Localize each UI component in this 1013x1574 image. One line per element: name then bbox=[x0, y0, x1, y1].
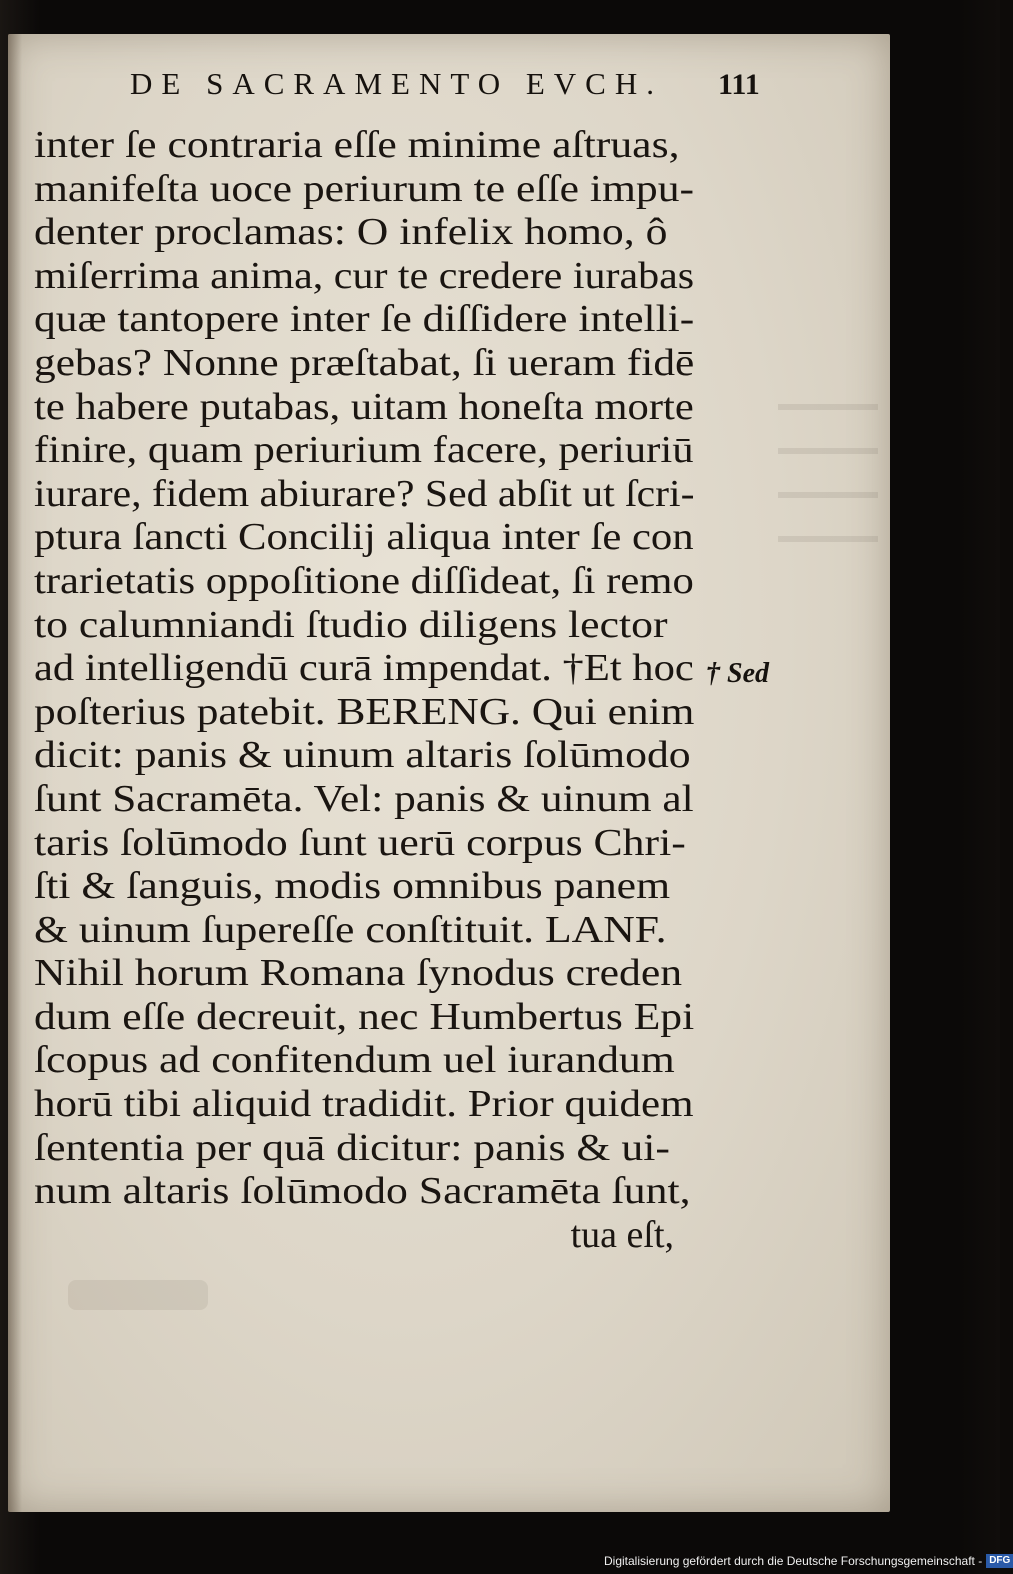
text-line: ſunt Sacramēta. Vel: panis & uinum al bbox=[34, 777, 694, 820]
text-line: ſententia per quā dicitur: panis & ui- bbox=[34, 1126, 670, 1169]
page-number: 111 bbox=[718, 68, 760, 101]
text-line: ptura ſancti Concilij aliqua inter ſe con bbox=[34, 516, 694, 559]
show-through-text bbox=[778, 404, 878, 544]
text-line: trarietatis oppoſitione diſſideat, ſi remo bbox=[34, 559, 694, 602]
text-line: inter ſe contraria eſſe minime aſtruas, bbox=[34, 124, 680, 166]
text-line: finire, quam periurium facere, periuriū bbox=[34, 429, 694, 472]
text-line: horū tibi aliquid tradidit. Prior quidem bbox=[34, 1083, 694, 1126]
marginal-note: † Sed bbox=[706, 658, 769, 689]
text-line: Nihil horum Romana ſynodus creden bbox=[34, 952, 683, 995]
text-line: quæ tantopere inter ſe diſſidere intelli- bbox=[34, 298, 695, 341]
digitization-credit bbox=[604, 1552, 1013, 1570]
text-line: iurare, fidem abiurare? Sed abſit ut ſcri- bbox=[34, 472, 695, 515]
text-line: te habere putabas, uitam honeſta morte bbox=[34, 385, 694, 428]
text-line: manifeſta uoce periurum te eſſe impu- bbox=[34, 167, 695, 210]
text-line: taris ſolūmodo ſunt uerū corpus Chri- bbox=[34, 821, 686, 864]
text-line: ſcopus ad confitendum uel iurandum bbox=[34, 1039, 675, 1082]
text-line: gebas? Nonne præſtabat, ſi ueram fidē bbox=[34, 341, 695, 384]
text-line: ad intelligendū curā impendat. †Et hoc bbox=[34, 647, 694, 690]
body-text bbox=[34, 124, 694, 1257]
page-gutter-shadow bbox=[8, 34, 22, 1512]
credit-text: Digitalisierung gefördert durch die Deutsche Forschungsgemeinschaft - bbox=[604, 1554, 983, 1568]
text-line: ſti & ſanguis, modis omnibus panem bbox=[34, 865, 671, 908]
text-line: dicit: panis & uinum altaris ſolūmodo bbox=[34, 734, 691, 777]
text-line: & uinum ſupereſſe conſtituit. LANF. bbox=[34, 908, 667, 951]
text-line: num altaris ſolūmodo Sacramēta ſunt, bbox=[34, 1170, 691, 1213]
running-head: DE SACRAMENTO EVCH. bbox=[130, 66, 663, 101]
text-line: to calumniandi ſtudio diligens lector bbox=[34, 603, 668, 646]
dfg-logo: DFG bbox=[986, 1554, 1013, 1568]
catchword: tua eſt, bbox=[570, 1213, 674, 1256]
text-line: miſerrima anima, cur te credere iurabas bbox=[34, 254, 695, 297]
text-line: dum eſſe decreuit, nec Humbertus Epi bbox=[34, 995, 695, 1038]
text-line: poſterius patebit. BERENG. Qui enim bbox=[34, 690, 695, 733]
show-through-text bbox=[68, 1280, 208, 1310]
text-line: denter proclamas: O infelix homo, ô bbox=[34, 211, 668, 254]
